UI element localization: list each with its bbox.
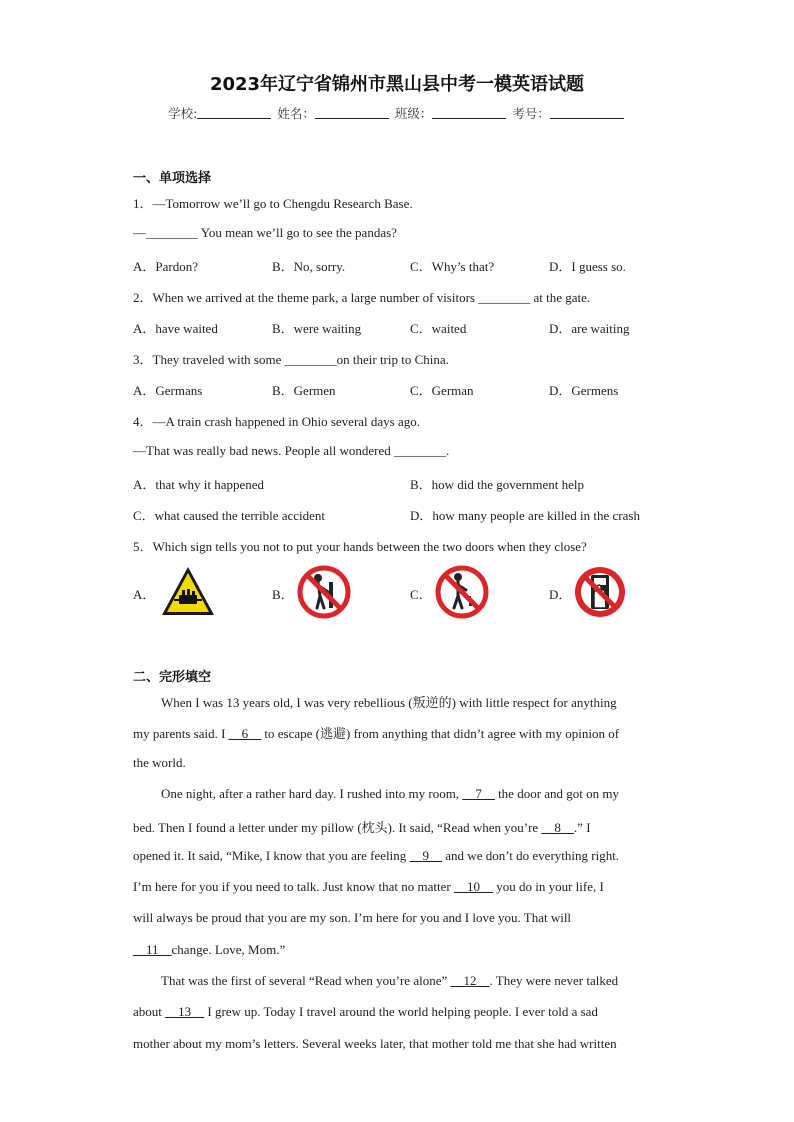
cloze-line-3 xyxy=(133,755,186,771)
page-title: 2023年辽宁省锦州市黑山县中考一模英语试题 xyxy=(209,74,585,95)
cloze-blank-11[interactable]: __11__ xyxy=(133,942,172,957)
cloze-line-5-text-b: .” I xyxy=(573,820,591,835)
cloze-line-7-text-b: you do in your life, I xyxy=(492,879,604,894)
cloze-blank-12[interactable]: __12__ xyxy=(450,973,490,988)
cloze-line-7-text-a: I’m here for you if you need to talk. Just know that no matter xyxy=(133,879,454,894)
cloze-line-2-text-b: to escape (逃避) from anything that didn’t agree with my opinion of xyxy=(261,726,620,741)
id-field[interactable] xyxy=(550,106,624,119)
question-5-stem: 5．Which sign tells you not to put your hands between the two doors when they close? xyxy=(133,539,587,554)
cloze-line-7 xyxy=(133,879,604,895)
question-4-line-1: 4．—A train crash happened in Ohio several days ago. xyxy=(133,414,421,429)
cloze-line-11-text-a: about xyxy=(133,1004,166,1019)
cloze-line-2-text-a: my parents said. I xyxy=(133,726,229,741)
question-4-option-b[interactable]: B．how did the government help xyxy=(410,477,585,492)
cloze-line-5 xyxy=(133,817,591,836)
question-1-option-d[interactable]: D．I guess so. xyxy=(549,259,626,274)
cloze-line-6-text-b: and we don’t do everything right. xyxy=(442,848,620,863)
question-1-line-2 xyxy=(133,225,397,241)
cloze-line-4-text-a: One night, after a rather hard day. I rushed into my room, xyxy=(161,786,463,801)
cloze-line-12-text: mother about my mom’s letters. Several weeks later, that mother told me that she had written xyxy=(133,1036,617,1051)
question-3-option-d[interactable]: D．Germens xyxy=(549,383,619,398)
cloze-line-11 xyxy=(133,1004,598,1020)
cloze-blank-10[interactable]: __10__ xyxy=(453,879,493,894)
warning-hand-pinch-icon[interactable] xyxy=(160,564,216,620)
cloze-line-1 xyxy=(161,692,617,711)
question-5-option-c[interactable]: C． xyxy=(410,587,432,602)
question-3-option-b[interactable]: B．Germen xyxy=(272,383,336,398)
question-2-option-a[interactable]: A．have waited xyxy=(133,321,218,336)
question-1-line-2-text: You mean we’ll go to see the pandas? xyxy=(198,225,397,240)
school-field[interactable] xyxy=(197,106,271,119)
question-3-option-c[interactable]: C．German xyxy=(410,383,474,398)
cloze-blank-6[interactable]: __6__ xyxy=(228,726,262,741)
question-3-stem: 3．They traveled with some ________on their trip to China. xyxy=(133,352,449,367)
cloze-line-11-text-b: I grew up. Today I travel around the world helping people. I ever told a sad xyxy=(204,1004,598,1019)
question-2-option-d[interactable]: D．are waiting xyxy=(549,321,630,336)
school-label: 学校: xyxy=(168,106,198,121)
section-heading-single-choice: 一、单项选择 xyxy=(133,171,212,186)
question-1-option-c[interactable]: C．Why’s that? xyxy=(410,259,495,274)
question-5-option-b[interactable]: B． xyxy=(272,587,294,602)
cloze-line-12 xyxy=(133,1036,617,1052)
cloze-blank-9[interactable]: __9__ xyxy=(409,848,443,863)
cloze-line-5-text-a: bed. Then I found a letter under my pillow (枕头). It said, “Read when you’re xyxy=(133,820,542,835)
cloze-line-8-text: will always be proud that you are my son. I’m here for you and I love you. That will xyxy=(133,910,572,925)
question-4-line-2: —That was really bad news. People all wondered ________. xyxy=(133,443,450,458)
cloze-line-9 xyxy=(133,942,285,958)
question-2-option-b[interactable]: B．were waiting xyxy=(272,321,362,336)
question-4-option-a[interactable]: A．that why it happened xyxy=(133,477,265,492)
cloze-line-8 xyxy=(133,910,571,926)
cloze-line-10 xyxy=(161,973,618,989)
no-littering-icon[interactable] xyxy=(434,564,490,620)
cloze-line-6-text-a: opened it. It said, “Mike, I know that you are feeling xyxy=(133,848,410,863)
cloze-line-4 xyxy=(161,786,619,802)
class-label: 班级： xyxy=(394,106,433,121)
cloze-line-2 xyxy=(133,723,619,742)
question-3-option-a[interactable]: A．Germans xyxy=(133,383,203,398)
name-label: 姓名： xyxy=(277,106,315,121)
section-heading-cloze: 二、完形填空 xyxy=(133,670,212,685)
name-field[interactable] xyxy=(315,106,389,119)
cloze-blank-7[interactable]: __7__ xyxy=(462,786,495,801)
cloze-line-4-text-b: the door and got on my xyxy=(494,786,620,801)
cloze-blank-8[interactable]: __8__ xyxy=(541,820,574,835)
student-info-row xyxy=(0,104,794,122)
question-1-option-b[interactable]: B．No, sorry. xyxy=(272,259,346,274)
question-5-option-d[interactable]: D． xyxy=(549,587,572,602)
class-field[interactable] xyxy=(432,106,506,119)
no-hand-between-doors-icon[interactable] xyxy=(572,564,628,620)
question-4-option-d[interactable]: D．how many people are killed in the crash xyxy=(410,508,640,523)
no-leaning-icon[interactable] xyxy=(296,564,352,620)
cloze-line-9-text: change. Love, Mom.” xyxy=(171,942,286,957)
question-4-option-c[interactable]: C．what caused the terrible accident xyxy=(133,508,326,523)
question-1-line-1: 1．—Tomorrow we’ll go to Chengdu Research Base. xyxy=(133,196,413,211)
question-5-option-a[interactable]: A． xyxy=(133,587,156,602)
cloze-line-6 xyxy=(133,848,619,864)
cloze-line-3-text: the world. xyxy=(133,755,186,770)
question-1-blank: —________ xyxy=(133,225,198,240)
id-label: 考号： xyxy=(512,106,550,121)
question-2-option-c[interactable]: C．waited xyxy=(410,321,467,336)
question-1-option-a[interactable]: A．Pardon? xyxy=(133,259,198,274)
cloze-line-10-text-a: That was the first of several “Read when you’re alone” xyxy=(161,973,451,988)
cloze-line-1-text: When I was 13 years old, I was very rebellious (叛逆的) with little respect for anything xyxy=(161,695,617,710)
cloze-blank-13[interactable]: __13__ xyxy=(165,1004,205,1019)
cloze-line-10-text-b: . They were never talked xyxy=(489,973,619,988)
question-2-stem: 2．When we arrived at the theme park, a large number of visitors ________ at the gate. xyxy=(133,290,591,305)
